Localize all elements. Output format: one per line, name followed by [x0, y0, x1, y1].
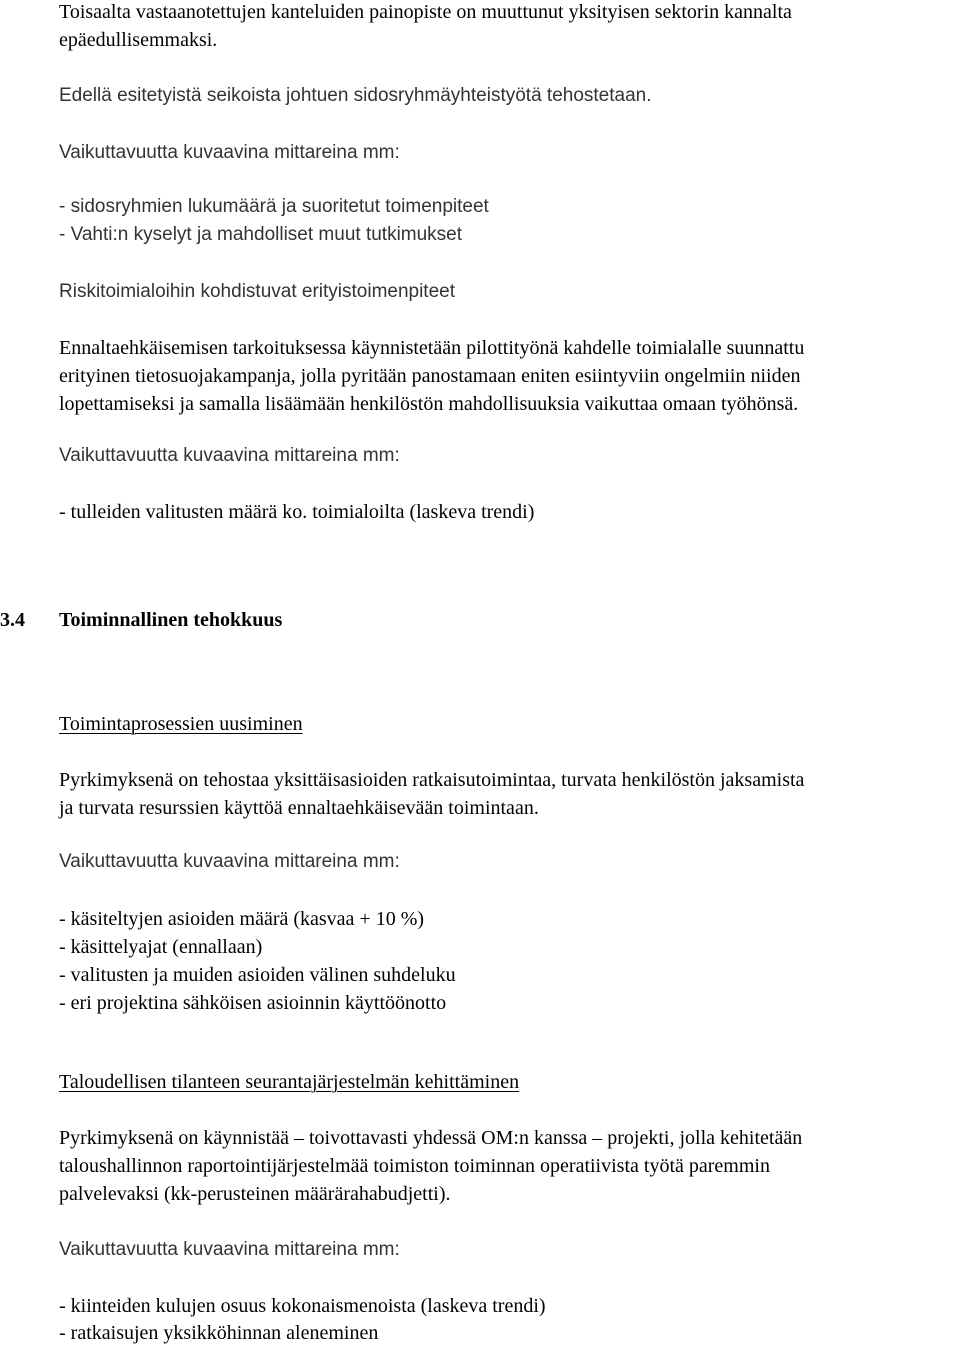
measures-label: Vaikuttavuutta kuvaavina mittareina mm:	[59, 1239, 400, 1260]
paragraph-line: Pyrkimyksenä on käynnistää – toivottavasti yhdessä OM:n kanssa – projekti, jolla kehitetään	[59, 1127, 803, 1149]
list-item: - käsittelyajat (ennallaan)	[59, 936, 263, 958]
paragraph-line: lopettamiseksi ja samalla lisäämään henkilöstön mahdollisuuksia vaikuttaa omaan työhönsä.	[59, 393, 799, 415]
measures-label: Vaikuttavuutta kuvaavina mittareina mm:	[59, 142, 400, 163]
section-number: 3.4	[0, 609, 25, 631]
list-item: - valitusten ja muiden asioiden välinen suhdeluku	[59, 964, 456, 986]
paragraph-line: taloushallinnon raportointijärjestelmää toimiston toiminnan operatiivista työtä paremmin	[59, 1155, 770, 1177]
list-item: - käsiteltyjen asioiden määrä (kasvaa + 10 %)	[59, 908, 425, 930]
list-item: - sidosryhmien lukumäärä ja suoritetut toimenpiteet	[59, 196, 489, 217]
intro-line-3: Edellä esitetyistä seikoista johtuen sidosryhmäyhteistyötä tehostetaan.	[59, 85, 652, 106]
subheading-prosessit: Toimintaprosessien uusiminen	[59, 713, 303, 735]
intro-line-1: Toisaalta vastaanotettujen kanteluiden painopiste on muuttunut yksityisen sektorin kannalta	[59, 1, 792, 23]
paragraph-line: erityinen tietosuojakampanja, jolla pyritään panostamaan eniten esiintyviin ongelmiin niiden	[59, 365, 801, 387]
paragraph-line: ja turvata resurssien käyttöä ennaltaehkäisevään toimintaan.	[59, 797, 539, 819]
paragraph-line: Ennaltaehkäisemisen tarkoituksessa käynnistetään pilottityönä kahdelle toimialalle suunnattu	[59, 337, 805, 359]
list-item: - kiinteiden kulujen osuus kokonaismenoista (laskeva trendi)	[59, 1295, 546, 1317]
section-title: Toiminnallinen tehokkuus	[59, 609, 283, 631]
section-heading	[0, 608, 282, 632]
list-item: - Vahti:n kyselyt ja mahdolliset muut tutkimukset	[59, 224, 463, 245]
subheading-talous: Taloudellisen tilanteen seurantajärjestelmän kehittäminen	[59, 1071, 520, 1093]
measures-label: Vaikuttavuutta kuvaavina mittareina mm:	[59, 851, 400, 872]
list-item: - eri projektina sähköisen asioinnin käyttöönotto	[59, 992, 447, 1014]
list-item: - tulleiden valitusten määrä ko. toimialoilta (laskeva trendi)	[59, 501, 535, 523]
list-item: - ratkaisujen yksikköhinnan aleneminen	[59, 1322, 379, 1344]
paragraph-line: Pyrkimyksenä on tehostaa yksittäisasioiden ratkaisutoimintaa, turvata henkilöstön jaksamista	[59, 769, 805, 791]
subheading-riskitoimialat: Riskitoimialoihin kohdistuvat erityistoimenpiteet	[59, 281, 456, 302]
paragraph-line: palvelevaksi (kk-perusteinen määrärahabudjetti).	[59, 1183, 451, 1205]
intro-line-2: epäedullisemmaksi.	[59, 29, 218, 51]
measures-label: Vaikuttavuutta kuvaavina mittareina mm:	[59, 445, 400, 466]
